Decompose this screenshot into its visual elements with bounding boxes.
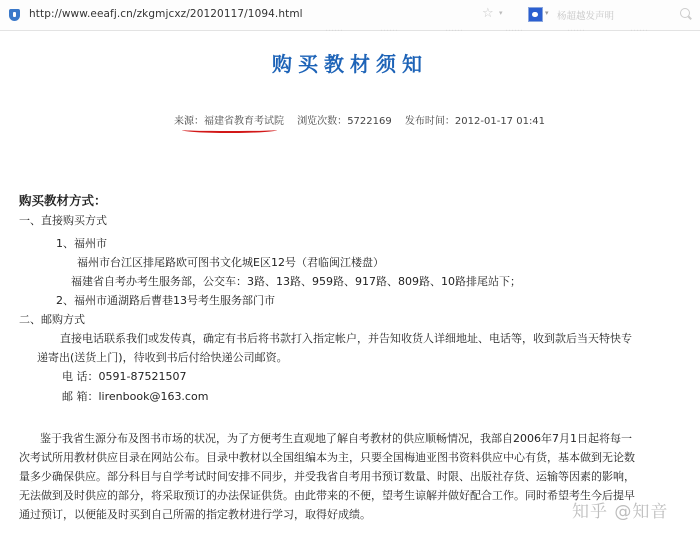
- paragraph-line: 量多少确保供应。部分科目与自学考试时间安排不同步，并受我省自考用书预订数量、时限、出版社存货、运输等因素的影响，: [19, 470, 635, 483]
- bookmark-star-icon[interactable]: ☆: [482, 6, 494, 21]
- views-value: 5722169: [347, 116, 392, 127]
- date-label: 发布时间：: [404, 116, 455, 127]
- browser-search-box[interactable]: [524, 5, 692, 24]
- bookmark-dropdown-icon[interactable]: ▾: [499, 9, 503, 17]
- search-icon[interactable]: [680, 8, 690, 18]
- nav-item[interactable]: ……: [505, 24, 523, 34]
- zhihu-watermark: 知乎 @知音: [572, 502, 669, 522]
- source-label: 来源：: [174, 116, 204, 127]
- section-heading: 购买教材方式：: [19, 193, 107, 208]
- site-nav-strip: [0, 24, 700, 36]
- source-value: 福建省教育考试院: [204, 116, 284, 127]
- red-annotation-underline: [182, 127, 277, 133]
- paragraph-line: 次考试所用教材供应目录在网站公布。目录中教材以全国组编本为主，只要全国梅迪亚图书资料供应中心有货，基本做到无论数: [19, 451, 635, 464]
- search-engine-paw-icon[interactable]: [528, 7, 543, 22]
- section2-desc-line2: 递寄出(送货上门)，待收到书后付给快递公司邮资。: [37, 351, 288, 364]
- page-title: 购买教材须知: [272, 52, 428, 76]
- search-engine-dropdown-icon[interactable]: ▾: [545, 9, 549, 17]
- nav-item[interactable]: ……: [380, 24, 398, 34]
- security-shield-icon[interactable]: [9, 9, 20, 21]
- source-info: [174, 116, 284, 127]
- section1-item1-title: 1、福州市: [56, 237, 107, 250]
- nav-item[interactable]: ……: [567, 24, 585, 34]
- paragraph-line: 无法做到及时供应的部分，将采取预订的办法保证供货。由此带来的不便，望考生谅解并做好配合工作。同时希望考生今后提早: [19, 489, 635, 502]
- section1-item1-address: 福州市台江区排尾路欧可图书文化城E区12号（君临闽江楼盘）: [77, 256, 384, 269]
- browser-address-bar: [0, 0, 700, 31]
- paragraph-line: 鉴于我省生源分布及图书市场的状况，为了方便考生直观地了解自考教材的供应顺畅情况，我部自2006年7月1日起将每一: [40, 432, 632, 445]
- views-label: 浏览次数：: [297, 116, 348, 127]
- section2-title: 二、邮购方式: [19, 313, 85, 326]
- nav-item[interactable]: ……: [445, 24, 463, 34]
- search-input[interactable]: 杨超越发声明: [557, 11, 615, 22]
- views-info: [297, 116, 392, 127]
- contact-phone: 电 话：0591-87521507: [62, 370, 187, 383]
- section2-desc-line1: 直接电话联系我们或发传真，确定有书后将书款打入指定帐户，并告知收货人详细地址、电话等，收到款后当天特快专: [60, 332, 632, 345]
- nav-item[interactable]: ……: [630, 24, 648, 34]
- date-info: [405, 116, 545, 127]
- date-value: 2012-01-17 01:41: [454, 116, 546, 127]
- contact-email[interactable]: 邮 箱：lirenbook@163.com: [62, 390, 209, 403]
- section1-title: 一、直接购买方式: [19, 214, 107, 227]
- paragraph-line: 通过预订，以便能及时买到自己所需的指定教材进行学习，取得好成绩。: [19, 508, 371, 521]
- url-field[interactable]: http://www.eeafj.cn/zkgmjcxz/20120117/1094.html: [29, 8, 303, 20]
- nav-item[interactable]: ……: [325, 24, 343, 34]
- section1-item1-bus: 福建省自考办考生服务部，公交车：3路、13路、959路、917路、809路、10路排尾站下；: [71, 275, 521, 288]
- section1-item2: 2、福州市通湖路后曹巷13号考生服务部门市: [56, 294, 275, 307]
- article-meta: [174, 112, 555, 127]
